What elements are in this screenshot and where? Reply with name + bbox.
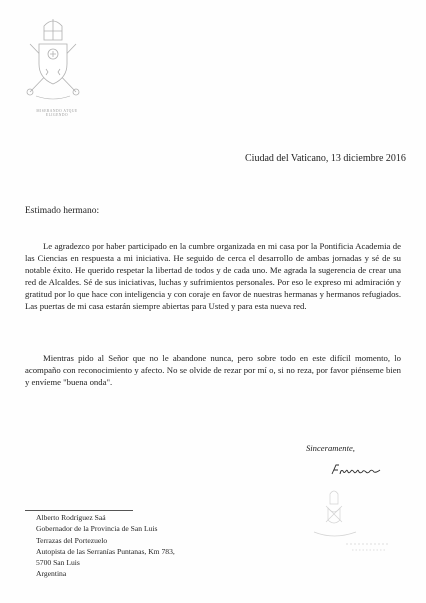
recipient-address-line: Terrazas del Portezuelo [36,535,108,545]
recipient-country: Argentina [36,569,67,579]
papal-coat-of-arms-icon [22,14,84,102]
letter-date: Ciudad del Vaticano, 13 diciembre 2016 [245,153,406,164]
handwritten-signature-icon [330,462,386,478]
salutation: Estimado hermano: [25,206,100,216]
recipient-address-line: 5700 San Luis [36,558,80,568]
recipient-name: Alberto Rodríguez Saá [36,513,106,522]
recipient-address [36,512,175,580]
address-divider [25,510,133,511]
papal-seal-icon [300,486,396,556]
recipient-address-line: Autopista de las Serranías Puntanas, Km 783, [36,546,175,556]
crest-motto: MISERANDO ATQUE ELIGENDO [36,109,78,117]
body-paragraph-2: Mientras pido al Señor que no le abandone nunca, pero sobre todo en este difícil momento, lo acompaño con reconocimiento y afecto. No se olvide de rezar por mí o, si no reza, por favor piénseme bien y envíeme "buena onda". [25,353,401,387]
closing: Sinceramente, [306,443,355,453]
body-paragraph-1: Le agradezco por haber participado en la cumbre organizada en mi casa por la Pontificia Academia de las Ciencias en respuesta a mi iniciativa. He seguido de cerca el desarrollo de ambas jornadas y sé de su notable éxito. He querido respetar la libertad de todos y de cada uno. Me agrada la sugerencia de crear una red de Alcaldes. Sé de sus iniciativas, luchas y sufrimientos personales. Por eso le expreso mi admiración y gratitud por lo que hace con inteligencia y con coraje en favor de nuestras hermanas y hermanos refugiados. Las puertas de mi casa estarán siempre abiertas para Usted y para esta nueva red. [25,241,401,311]
recipient-title: Gobernador de la Provincia de San Luis [36,524,158,534]
